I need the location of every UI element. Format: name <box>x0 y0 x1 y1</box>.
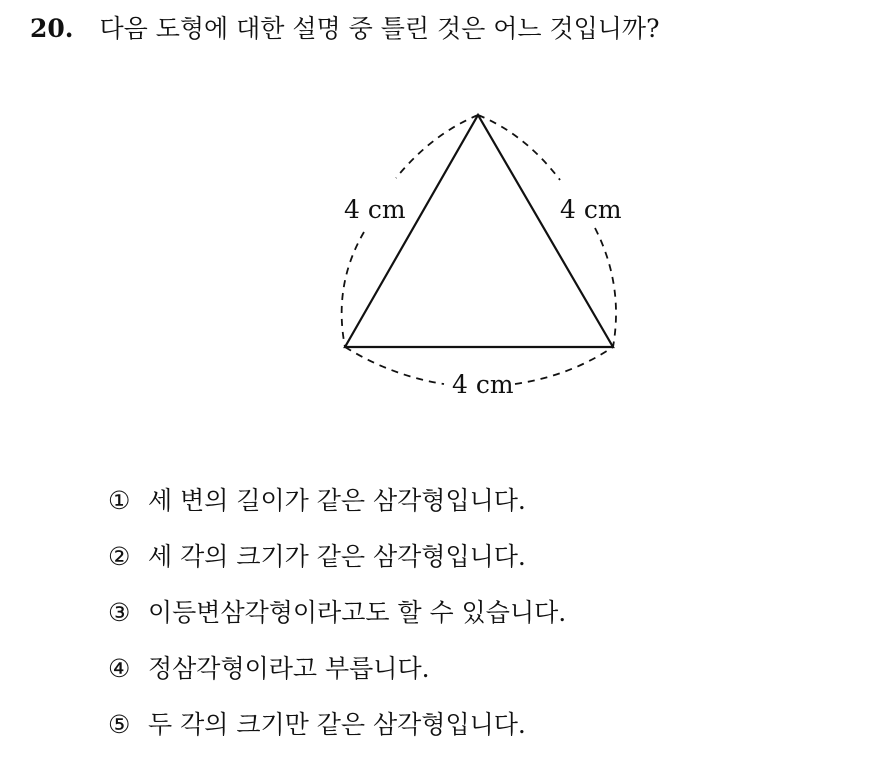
choice-mark: ④ <box>108 654 131 683</box>
choice-mark: ① <box>108 486 131 515</box>
choice-text: 세 변의 길이가 같은 삼각형입니다. <box>148 486 526 515</box>
right-side-brace-upper <box>478 115 560 180</box>
bottom-side-label: 4 cm <box>452 370 514 399</box>
bottom-side-brace-right <box>515 347 613 384</box>
choice-3[interactable] <box>108 594 566 632</box>
question-text: 다음 도형에 대한 설명 중 틀린 것은 어느 것입니까? <box>99 14 660 43</box>
choice-2[interactable] <box>108 538 566 576</box>
right-side-label: 4 cm <box>560 195 622 224</box>
choice-1[interactable] <box>108 482 566 520</box>
choice-5[interactable] <box>108 706 566 744</box>
left-side-brace-upper <box>396 115 478 178</box>
question-number: 20. <box>30 14 74 43</box>
left-side-label: 4 cm <box>344 195 406 224</box>
choice-text: 정삼각형이라고 부릅니다. <box>148 654 430 683</box>
choice-mark: ② <box>108 542 131 571</box>
choice-text: 이등변삼각형이라고도 할 수 있습니다. <box>148 598 567 627</box>
choice-mark: ③ <box>108 598 131 627</box>
choice-4[interactable] <box>108 650 566 688</box>
choice-text: 두 각의 크기만 같은 삼각형입니다. <box>148 710 526 739</box>
bottom-side-brace-left <box>345 347 444 384</box>
right-side-brace-lower <box>595 228 616 347</box>
left-side-brace-lower <box>342 232 364 347</box>
choice-text: 세 각의 크기가 같은 삼각형입니다. <box>148 542 526 571</box>
triangle-shape <box>345 115 613 347</box>
choice-mark: ⑤ <box>108 710 131 739</box>
answer-choices <box>108 482 566 762</box>
